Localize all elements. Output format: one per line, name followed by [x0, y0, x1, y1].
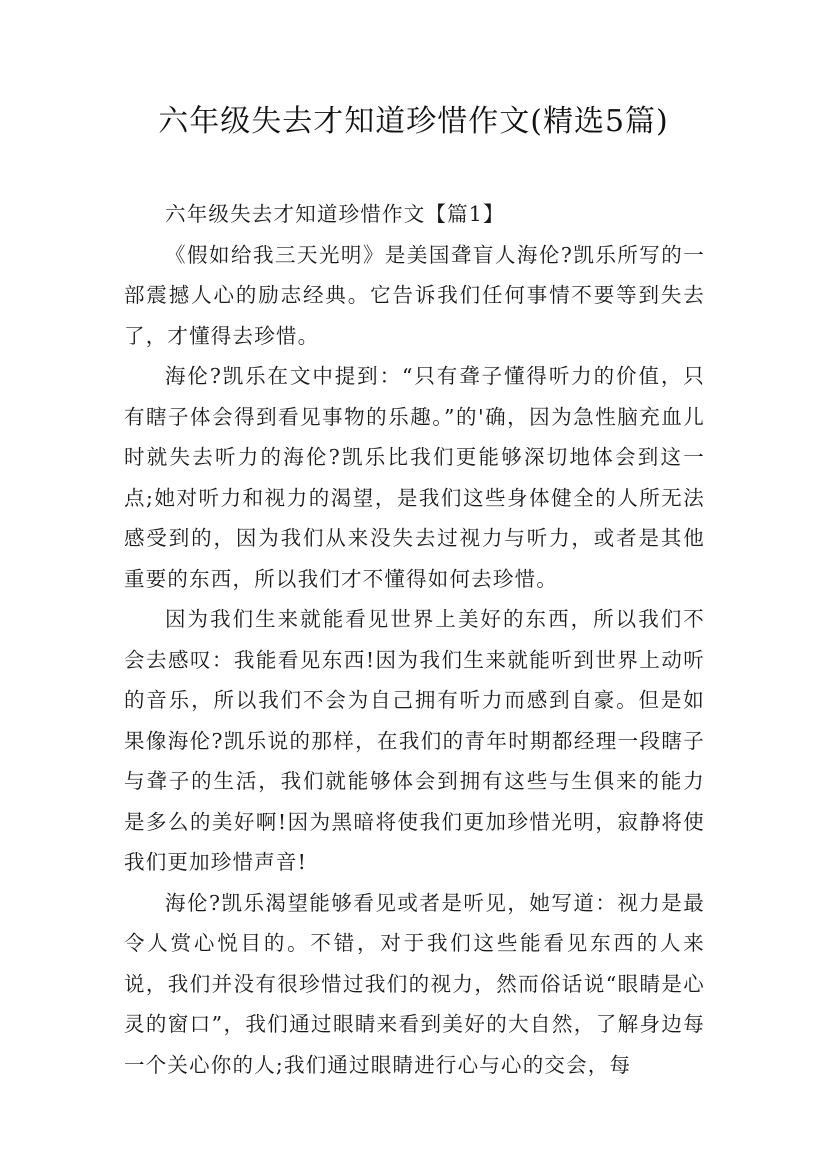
section-heading: 六年级失去才知道珍惜作文【篇1】 — [165, 202, 505, 226]
paragraph: 因为我们生来就能看见世界上美好的东西，所以我们不会去感叹：我能看见东西!因为我们生来就能听到世界上动听的音乐，所以我们不会为自己拥有听力而感到自豪。但是如果像海伦?凯乐说的那样，在我们的青年时期都经理一段瞎子与聋子的生活，我们就能够体会到拥有这些与生俱来的能力是多么的美好啊!因为黑暗将使我们更加珍惜光明，寂静将使我们更加珍惜声音! — [124, 607, 705, 874]
paragraph: 海伦?凯乐在文中提到：“只有聋子懂得听力的价值，只有瞎子体会得到看见事物的乐趣。”的'确，因为急性脑充血儿时就失去听力的海伦?凯乐比我们更能够深切地体会到这一点;她对听力和视力的渴望，是我们这些身体健全的人所无法感受到的，因为我们从来没失去过视力与听力，或者是其他重要的东西，所以我们才不懂得如何去珍惜。 — [124, 364, 705, 591]
document-title: 六年级失去才知道珍惜作文(精选5篇) — [158, 104, 669, 139]
paragraph: 《假如给我三天光明》是美国聋盲人海伦?凯乐所写的一部震撼人心的励志经典。它告诉我们任何事情不要等到失去了，才懂得去珍惜。 — [124, 242, 705, 348]
document-body — [124, 194, 705, 1085]
paragraph: 海伦?凯乐渴望能够看见或者是听见，她写道：视力是最令人赏心悦目的。不错，对于我们这些能看见东西的人来说，我们并没有很珍惜过我们的视力，然而俗话说“眼睛是心灵的窗口”，我们通过眼睛来看到美好的大自然，了解身边每一个关心你的人;我们通过眼睛进行心与心的交会，每 — [124, 890, 705, 1077]
